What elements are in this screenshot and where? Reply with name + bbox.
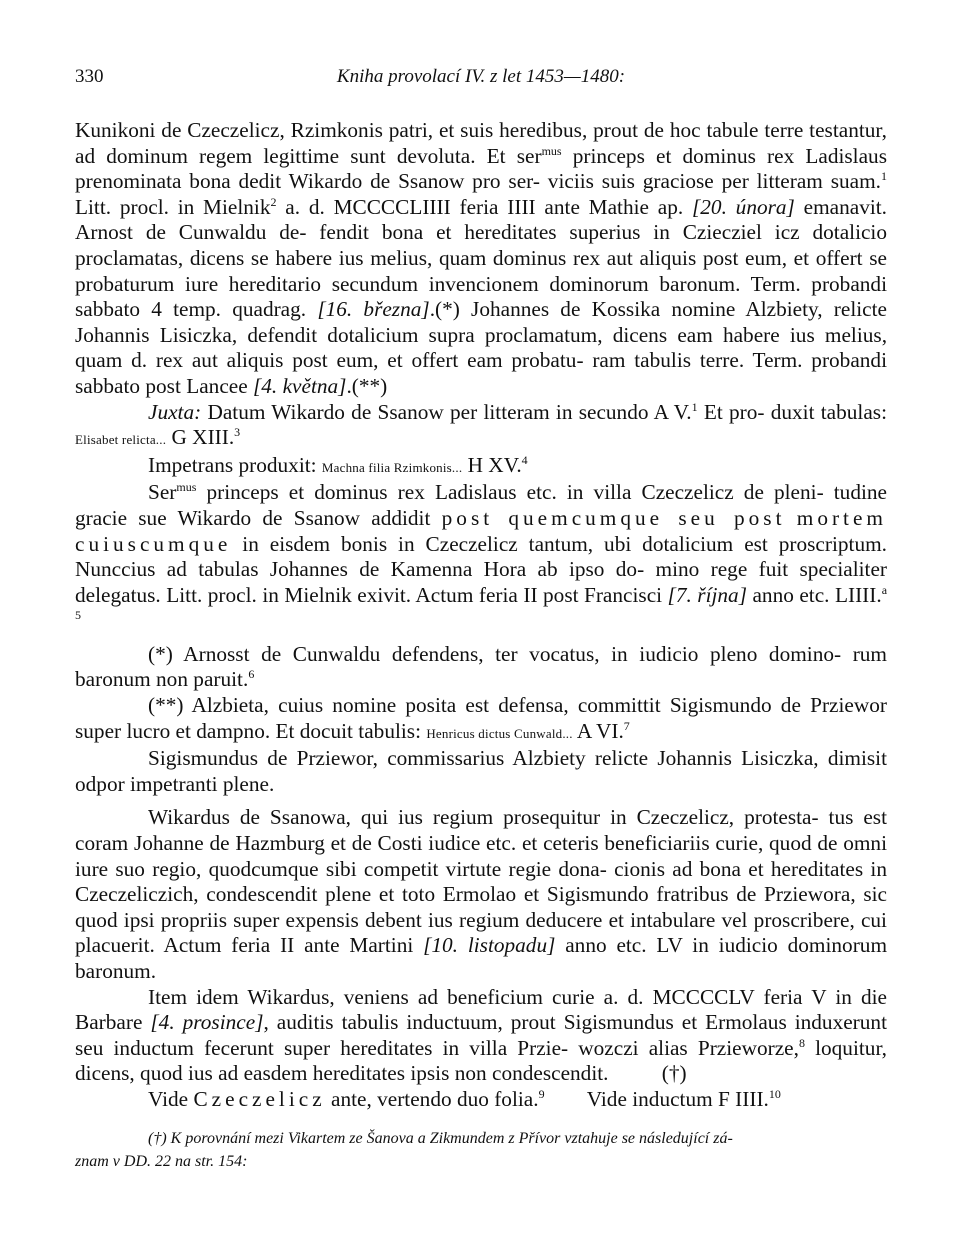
text-line: Item idem Wikardus, veniens ad beneficium curie a. d. MCCCCLV feria V in die Barbare [4. prosince], auditis tabulis inductuum, prout Sigismundus et Ermolaus induxerunt seu inductum fecerunt super hereditates in villa Przie- wozczi alias Przieworze,$^8$ loquitur, dicens, quod ius ad easdem hereditates ipsis non condescendit. (†)	[75, 984, 888, 1086]
text-line: Impetrans produxit: Machna filia Rzimkonis... H XV.$^4$	[148, 452, 528, 477]
footnote	[75, 1127, 887, 1173]
footnote-line: (†) K porovnání mezi Vikartem ze Šanova a Zikmundem z Přívor vztahuje se následující zá-	[148, 1130, 733, 1147]
text-line: Ser$^{mus}$ princeps et dominus rex Ladislaus etc. in villa Czeczelicz de pleni- tudine gracie sue Wikardo de Ssanow addidit post quemcumque seu post mortem cuiuscumque in eisdem bonis in Czeczelicz tantum, ubi dotalicium est proscriptum. Nunccius ad tabulas Johannes de Kamenna Hora ab ipso do- mino rege fuit specialiter delegatus. Litt. procl. in Mielnik exivit. Actum feria II post Francisci [7. října] anno etc. LIIII.$^{a 5}$	[75, 480, 888, 623]
text-line: (**) Alzbieta, cuius nomine posita est defensa, committit Sigismundo de Prziewor super lucro et dampno. Et docuit tabulis: Henricus dictus Cunwald... A VI.$^7$	[75, 693, 887, 743]
running-title: Kniha provolací IV. z let 1453—1480:	[336, 66, 626, 87]
body-text	[75, 118, 887, 1113]
text-line: Wikardus de Ssanowa, qui ius regium prosequitur in Czeczelicz, protesta- tus est coram Johanne de Hazmburg et de Costi iudice etc. et ceteris beneficiariis curie, quod de omni iure suo regio, quodcumque sibi competit virtute regie dona- cionis ad bona et hereditates in Czeczeliczich, condescendit plene et toto Ermolao et Sigismundo fratribus de Prziewora, sic quod ipsi propriis super expensis debent ius regium deducere et intabulare vel proscribere, cui placuerit. Actum feria II ante Martini [10. listopadu] anno etc. LV in iudicio dominorum baronum.	[75, 805, 888, 983]
text-line: Sigismundus de Prziewor, commissarius Alzbiety relicte Johannis Lisiczka, dimisit odpor impetranti plene.	[75, 746, 887, 796]
text-line: (*) Arnosst de Cunwaldu defendens, ter vocatus, in iudicio pleno domino- rum baronum non paruit.$^6$	[75, 641, 887, 692]
page-number: 330	[75, 66, 104, 87]
text-line: Kunikoni de Czeczelicz, Rzimkonis patri, et suis heredibus, prout de hoc tabule terre testantur, ad dominum regem legittime sunt devoluta. Et ser$^{mus}$ princeps et dominus rex Ladislaus prenominata bona dedit Wikardo de Ssanow pro ser- viciis suis graciose per litteram suam.$^1$ Litt. procl. in Mielnik$^2$ a. d. MCCCCLIIII feria IIII ante Mathie ap. [20. února] emanavit. Arnost de Cunwaldu de- fendit bona et hereditates superius in Cziecziel icz dotalicio proclamatas, dicens se habere ius melius, quam dominus rex aut aliquis post eum, et offert se probaturum iure hereditario secundum invencionem dominorum baronum. Term. probandi sabbato 4 temp. quadrag. [16. března].(*) Johannes de Kossika nomine Alzbiety, relicte Johannis Lisiczka, defendit dotalicium supra proclamatum, dicens eam habere ius melius, quam d. rex aut aliquis post eum, et offert eam probatu- ram tabulis terre. Term. probandi sabbato post Lancee [4. května].(**)	[75, 118, 888, 398]
text-line: Juxta: Datum Wikardo de Ssanow per litteram in secundo A V.$^1$ Et pro- duxit tabulas: Elisabet relicta... G XIII.$^3$	[75, 399, 887, 450]
footnote-line: znam v DD. 22 na str. 154:	[75, 1153, 248, 1170]
page-header	[75, 66, 887, 92]
text-line: Vide Czeczelicz ante, vertendo duo folia.$^9$ Vide inductum F IIII.$^{10}$	[148, 1086, 781, 1111]
